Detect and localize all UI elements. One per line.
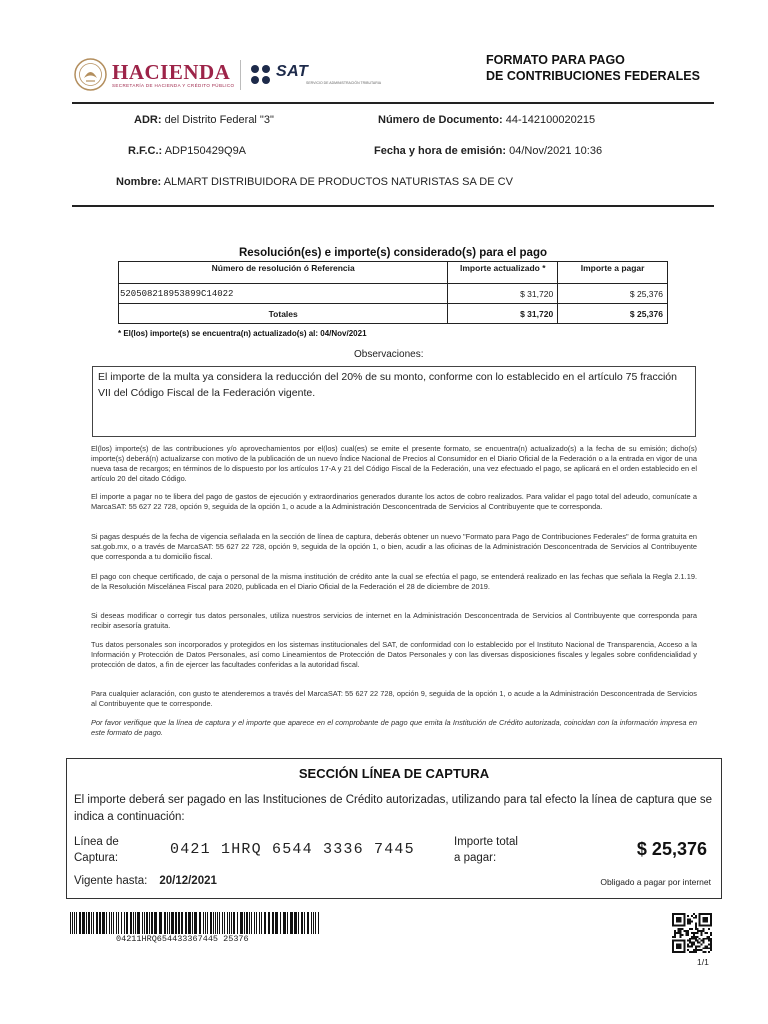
- fine-print-paragraph: El pago con cheque certificado, de caja o personal de la misma institución de crédito ante la cual se efectúa el pago, se entenderá realizado en las fechas que señala la Regla 2.1.19. de la Resolución Miscelánea Fiscal para 2020, publicada en el Diario Oficial de la Federación el 28 de diciembre de 2019.: [91, 572, 697, 591]
- issue-date-label: Fecha y hora de emisión:: [374, 145, 507, 157]
- fine-print-paragraph: Si deseas modificar o corregir tus datos personales, utiliza nuestros servicios de internet en la Administración Desconcentrada de Servicios al Contribuyente que corresponda para recibir asesoría gratuita.: [91, 611, 697, 630]
- rfc-field: [128, 145, 246, 157]
- hacienda-logo: [74, 58, 234, 92]
- valid-until-label: Vigente hasta:: [74, 875, 148, 887]
- header-rule: [72, 102, 714, 104]
- hacienda-wordmark: HACIENDA: [112, 60, 231, 84]
- adr-label: ADR:: [134, 114, 162, 126]
- valid-until-value: 20/12/2021: [159, 875, 217, 887]
- form-title-line2: DE CONTRIBUCIONES FEDERALES: [486, 69, 700, 83]
- observations-label: Observaciones:: [354, 349, 424, 360]
- total-amount-label-2: a pagar:: [454, 852, 497, 864]
- barcode-text: 04211HRQ654433367445 25376: [116, 934, 249, 944]
- internet-payment-note: Obligado a pagar por internet: [600, 877, 711, 887]
- updated-amount: $ 31,720: [448, 284, 558, 304]
- capture-section-title: SECCIÓN LÍNEA DE CAPTURA: [298, 766, 490, 781]
- capture-description: El importe deberá ser pagado en las Instituciones de Crédito autorizadas, utilizando para tal efecto la línea de captura que se indica a continuación:: [74, 794, 713, 823]
- observations-box: El importe de la multa ya considera la reducción del 20% de su monto, conforme con lo establecido en el artículo 75 fracción VII del Código Fiscal de la Federación vigente.: [92, 366, 696, 437]
- hacienda-subtext: SECRETARÍA DE HACIENDA Y CRÉDITO PÚBLICO: [112, 83, 235, 88]
- rfc-value: ADP150429Q9A: [164, 145, 247, 157]
- table-header-row: [119, 262, 668, 284]
- total-amount-to-pay: $ 25,376: [558, 304, 668, 324]
- totals-label: Totales: [119, 304, 448, 324]
- capture-line-value: 0421 1HRQ 6544 3336 7445: [170, 841, 415, 858]
- info-rule: [72, 205, 714, 207]
- updated-amount-note: * El(los) importe(s) se encuentra(n) actualizado(s) al: 04/Nov/2021: [118, 329, 367, 338]
- page-number: 1/1: [697, 957, 709, 967]
- capture-line-label-2: Captura:: [74, 852, 119, 864]
- name-value: ALMART DISTRIBUIDORA DE PRODUCTOS NATURISTAS SA DE CV: [163, 176, 513, 188]
- fine-print-verification-note: Por favor verifique que la línea de captura y el importe que aparece en el comprobante de pago que emita la Institución de Crédito autorizada, coincidan con la información impresa en este formato de pago.: [91, 718, 697, 737]
- resolution-table: [118, 261, 668, 324]
- mexico-seal-icon: [74, 58, 107, 91]
- form-title: [486, 52, 700, 84]
- fine-print-paragraph: Si pagas después de la fecha de vigencia señalada en la sección de línea de captura, deberás obtener un nuevo "Formato para Pago de Contribuciones Federales" de forma gratuita en sat.gob.mx, o a través de MarcaSAT: 55 627 22 728, opción 9, seguida de la opción 1, o bien, acudir a las oficinas de la Administración Desconcentrada de Servicios al Contribuyente que corresponda a tu domicilio fiscal.: [91, 532, 697, 561]
- total-amount-label: [454, 834, 518, 866]
- fine-print-paragraph: El(los) importe(s) de las contribuciones y/o aprovechamientos por el(los) cual(es) se emite el presente formato, se encuentra(n) actualizado(s) a la fecha de su emisión; dicho(s) importe(s) deberá(n) actualizarse con motivo de la publicación de un nuevo Índice Nacional de Precios al Consumidor en el Diario Oficial de la Federación o a la entrada en vigor de una nueva tasa de recargos; en términos de lo dispuesto por los artículos 17-A y 21 del Código Fiscal de la Federación, una vez efectuado el pago, se aplicará en el orden establecido en el artículo 20 del citado Código.: [91, 444, 697, 483]
- column-header-amount-to-pay: Importe a pagar: [558, 262, 668, 284]
- rfc-label: R.F.C.:: [128, 145, 163, 157]
- logo-divider: [240, 60, 241, 90]
- total-amount-value: $ 25,376: [636, 839, 707, 859]
- sat-wordmark: SAT: [276, 63, 309, 80]
- sat-logo: [250, 62, 382, 90]
- capture-line-label-1: Línea de: [74, 836, 119, 848]
- valid-until-field: [74, 875, 217, 887]
- column-header-updated-amount: Importe actualizado *: [448, 262, 558, 284]
- totals-row: [119, 304, 668, 324]
- barcode-icon: [70, 912, 322, 934]
- document-number-field: [378, 114, 595, 126]
- column-header-reference: Número de resolución ó Referencia: [119, 262, 448, 284]
- adr-value: del Distrito Federal "3": [164, 114, 274, 126]
- sat-subtext: SERVICIO DE ADMINISTRACIÓN TRIBUTARIA: [306, 81, 382, 85]
- table-row: [119, 284, 668, 304]
- resolution-reference: 520508218953899C14022: [119, 284, 448, 304]
- resolution-title: Resolución(es) e importe(s) considerado(s) para el pago: [238, 247, 547, 259]
- qr-code-icon: [672, 913, 712, 953]
- document-number-value: 44-142100020215: [505, 114, 596, 126]
- capture-line-label: [74, 834, 119, 866]
- amount-to-pay: $ 25,376: [558, 284, 668, 304]
- adr-field: [134, 114, 274, 126]
- issue-date-field: [374, 145, 602, 157]
- form-title-line1: FORMATO PARA PAGO: [486, 53, 625, 67]
- document-number-label: Número de Documento:: [378, 114, 503, 126]
- name-label: Nombre:: [116, 176, 162, 188]
- name-field: [116, 176, 513, 188]
- total-amount-label-1: Importe total: [454, 836, 518, 848]
- fine-print-paragraph: Para cualquier aclaración, con gusto te atenderemos a través del MarcaSAT: 55 627 22 728, opción 9, seguida de la opción 1, o acude a la Administración Desconcentrada de Servicios al Contribuyente que te corresponde.: [91, 689, 697, 708]
- fine-print-paragraph: Tus datos personales son incorporados y protegidos en los sistemas institucionales del SAT, de conformidad con lo establecido por el Instituto Nacional de Transparencia, Acceso a la Información y Protección de Datos Personales, así como Lineamientos de Protección de Datos Personales y con las diversas disposiciones fiscales y legales sobre confidencialidad y protección de datos, a fin de ejercer las facultades conferidas a la autoridad fiscal.: [91, 640, 697, 669]
- issue-date-value: 04/Nov/2021 10:36: [509, 145, 603, 157]
- fine-print-paragraph: El importe a pagar no te libera del pago de gastos de ejecución y extraordinarios generados durante los actos de cobro realizados. Para validar el pago total del adeudo, comunícate a MarcaSAT: 55 627 22 728, opción 9, seguida de la opción 1, o acude a la Administración Desconcentrada de Servicios al Contribuyente que te corresponda.: [91, 492, 697, 511]
- total-updated-amount: $ 31,720: [448, 304, 558, 324]
- capture-section: [66, 758, 722, 899]
- sat-dots-icon: [250, 64, 272, 86]
